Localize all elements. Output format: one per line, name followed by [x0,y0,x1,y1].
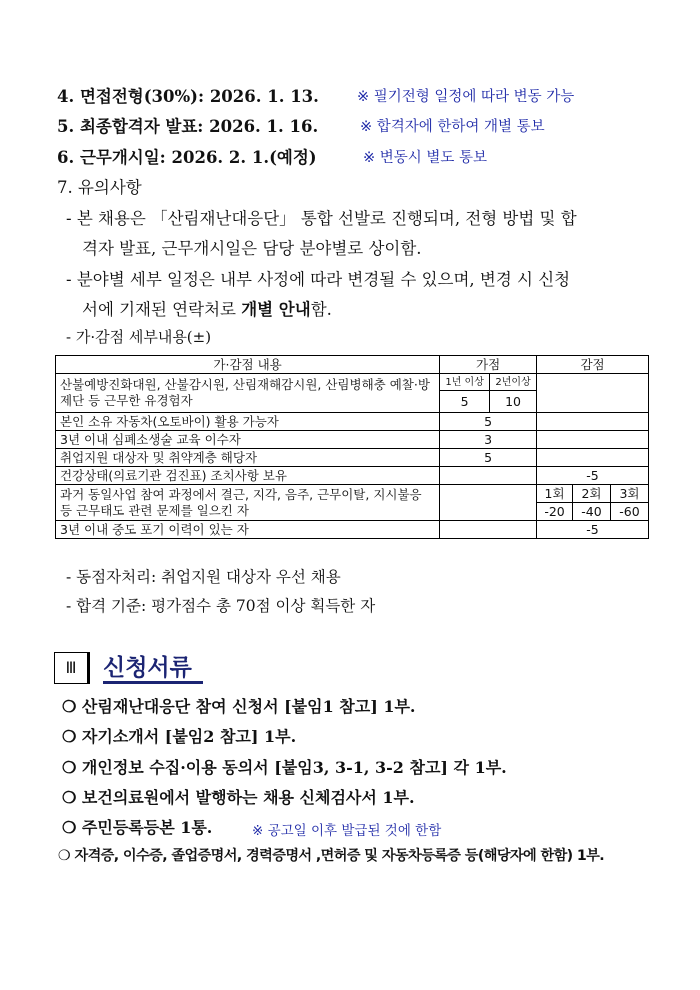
schedule-start-note: ※ 변동시 별도 통보 [363,150,488,166]
table-row [56,449,649,467]
row-6-item: 과거 동일사업 참여 과정에서 결근, 지각, 음주, 근무이탈, 지시불응 등 근무태도 관련 문제를 일으킨 자 [56,485,440,521]
row-5-plus [440,467,537,485]
schedule-final: 5. 최종합격자 발표: 2026. 1. 16. [57,117,319,136]
row-5-minus: -5 [537,467,649,485]
schedule-final-note: ※ 합격자에 한하여 개별 통보 [360,119,545,135]
row-1-minus [537,374,649,413]
table-header-row [56,356,649,374]
row-7-minus: -5 [537,521,649,539]
row-7-plus [440,521,537,539]
bullet-2-line-1: - 분야별 세부 일정은 내부 사정에 따라 변경될 수 있으며, 변경 시 신청 [66,270,571,289]
tie-rule: - 동점자처리: 취업지원 대상자 우선 채용 [66,568,341,586]
row-6-count-1: 1회 [537,485,573,503]
row-6-value-3: -60 [610,503,648,521]
header-plus: 가점 [440,356,537,374]
section-number: Ⅲ [54,652,90,684]
schedule-interview: 4. 면접전형(30%): 2026. 1. 13. [57,87,319,106]
row-1-value-2: 10 [490,391,537,413]
document-item: ❍ 주민등록등본 1통. [62,818,213,837]
section-title-underline [103,681,203,684]
table-row [56,431,649,449]
row-3-minus [537,431,649,449]
row-7-item: 3년 이내 중도 포기 이력이 있는 자 [56,521,440,539]
row-6-plus [440,485,537,521]
row-2-plus: 5 [440,413,537,431]
document-item: ❍ 산림재난대응단 참여 신청서 [붙임1 참고] 1부. [62,697,416,716]
document-note: ※ 공고일 이후 발급된 것에 한함 [252,823,442,839]
row-4-minus [537,449,649,467]
document-item: ❍ 개인정보 수집·이용 동의서 [붙임3, 3-1, 3-2 참고] 각 1부. [62,758,507,777]
table-row [56,413,649,431]
row-1-sub-1: 1년 이상 [440,374,490,391]
section-title: 신청서류 [103,655,192,681]
row-1-value-1: 5 [440,391,490,413]
document-item: ❍ 자기소개서 [붙임2 참고] 1부. [62,727,297,746]
schedule-interview-note: ※ 필기전형 일정에 따라 변동 가능 [357,89,575,105]
bullet-3: - 가·감점 세부내용(±) [66,328,212,346]
notes-heading: 7. 유의사항 [57,178,142,197]
row-6-count-2: 2회 [573,485,611,503]
bullet-2-line-2 [82,296,332,320]
row-6-count-3: 3회 [610,485,648,503]
row-1-item: 산불예방진화대원, 산불감시원, 산림재해감시원, 산림병해충 예찰·방제단 등 근무한 유경험자 [56,374,440,413]
document-item: ❍ 자격증, 이수증, 졸업증명서, 경력증명서 ,면허증 및 자동차등록증 등(해당자에 한함) 1부. [58,848,605,864]
table-row [56,521,649,539]
row-1-sub-2: 2년이상 [490,374,537,391]
row-2-minus [537,413,649,431]
row-2-item: 본인 소유 자동차(오토바이) 활용 가능자 [56,413,440,431]
schedule-start: 6. 근무개시일: 2026. 2. 1.(예정) [57,148,317,167]
bullet-2-pre: 서에 기재된 연락처로 [82,300,242,319]
row-6-value-1: -20 [537,503,573,521]
table-row [56,467,649,485]
header-item: 가·감점 내용 [56,356,440,374]
table-row [56,485,649,503]
header-minus: 감점 [537,356,649,374]
bonus-penalty-table [55,355,649,539]
row-6-value-2: -40 [573,503,611,521]
pass-criteria: - 합격 기준: 평가점수 총 70점 이상 획득한 자 [66,597,376,615]
bullet-2-post: 함. [310,300,332,319]
bullet-2-bold: 개별 안내 [241,300,311,319]
row-3-item: 3년 이내 심폐소생술 교육 이수자 [56,431,440,449]
bullet-1-line-1: - 본 채용은 「산림재난대응단」 통합 선발로 진행되며, 전형 방법 및 합 [66,209,577,228]
document-item: ❍ 보건의료원에서 발행하는 채용 신체검사서 1부. [62,788,415,807]
row-5-item: 건강상태(의료기관 검진표) 조치사항 보유 [56,467,440,485]
row-4-item: 취업지원 대상자 및 취약계층 해당자 [56,449,440,467]
table-row [56,374,649,391]
bullet-1-line-2: 격자 발표, 근무개시일은 담당 분야별로 상이함. [82,239,422,258]
row-3-plus: 3 [440,431,537,449]
row-4-plus: 5 [440,449,537,467]
